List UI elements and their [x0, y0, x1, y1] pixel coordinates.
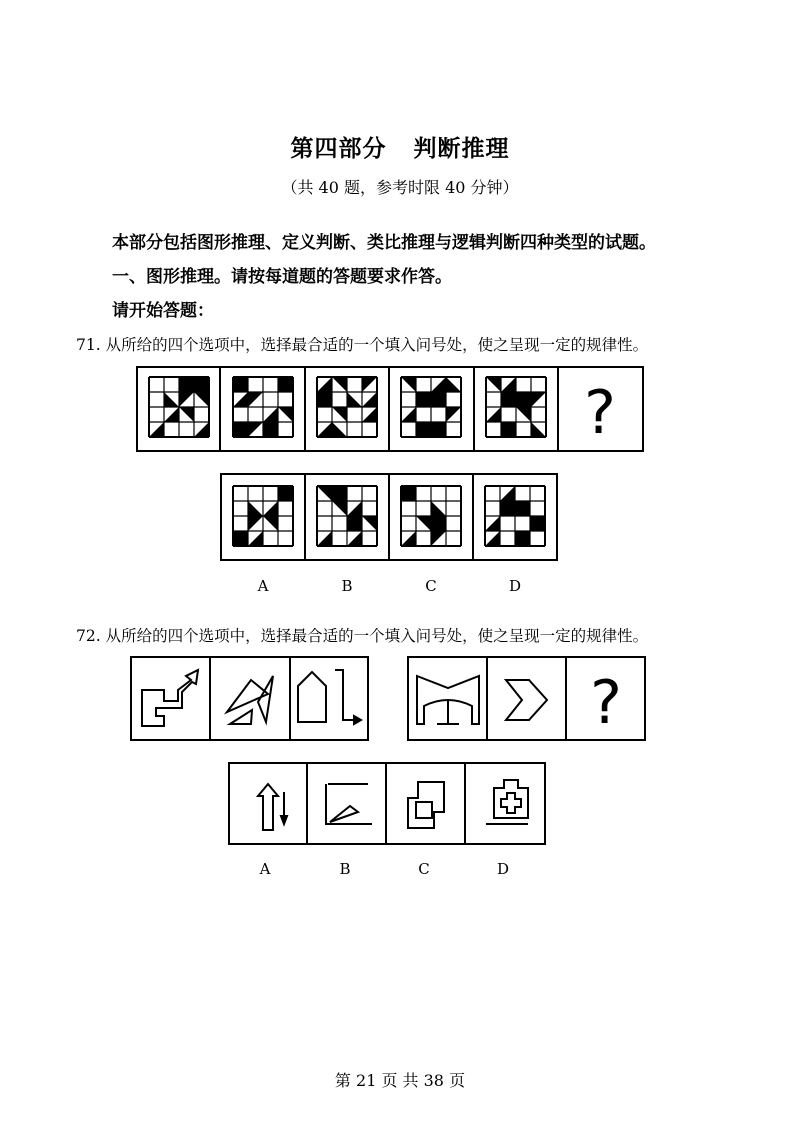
grid-cell-fill	[485, 531, 500, 546]
grid-cell-fill	[501, 377, 516, 392]
question-stem: 从所给的四个选项中，选择最合适的一个填入问号处，使之呈现一定的规律性。	[105, 627, 649, 645]
grid-cell-fill	[233, 392, 248, 407]
q72-option-d-figure[interactable]	[486, 780, 528, 824]
q71-option-a-figure[interactable]	[233, 486, 293, 546]
q72-option-b-label[interactable]: B	[339, 860, 351, 878]
grid-cell-fill	[194, 422, 209, 437]
grid-cell-fill	[263, 407, 278, 422]
grid-cell-fill	[486, 407, 501, 422]
q71-option-c-figure[interactable]	[401, 486, 461, 546]
q72-figure-5	[506, 680, 547, 720]
grid-cell-fill	[149, 422, 164, 437]
q71-figure-3	[317, 377, 377, 437]
grid-cell-fill	[317, 377, 332, 392]
grid-cell-fill	[248, 422, 263, 437]
grid-cell-fill	[362, 516, 377, 531]
grid-cell-fill	[362, 392, 377, 407]
page-footer: 第 21 页 共 38 页	[334, 1071, 466, 1090]
grid-cell-fill	[362, 377, 377, 392]
grid-cell-fill	[317, 531, 332, 546]
q72-options-panel	[228, 762, 548, 846]
question-71-text	[76, 333, 648, 355]
grid-cell-fill	[164, 407, 179, 422]
q72-option-c-figure[interactable]	[408, 782, 444, 828]
grid-cell-fill	[431, 501, 446, 516]
grid-cell-fill	[248, 516, 263, 531]
grid-cell-fill	[332, 422, 347, 437]
grid-cell-fill	[501, 422, 516, 437]
q72-sequence-panel	[130, 656, 650, 743]
q72-option-a-figure[interactable]	[258, 784, 287, 830]
grid-cell-fill	[401, 407, 416, 422]
grid-cell-fill	[278, 407, 293, 422]
grid-cell-fill	[362, 407, 377, 422]
grid-cell-fill	[516, 407, 531, 422]
grid-cell-fill	[431, 377, 446, 392]
grid-cell-fill	[179, 392, 194, 407]
grid-cell-fill	[233, 422, 248, 437]
q72-option-d-label[interactable]: D	[496, 860, 510, 878]
q71-option-a-label[interactable]: A	[257, 577, 269, 595]
question-number: 72.	[76, 627, 101, 645]
grid-cell-fill	[530, 516, 545, 531]
grid-cell-fill	[248, 392, 263, 407]
q71-options-panel	[220, 473, 560, 562]
grid-cell-fill	[194, 392, 209, 407]
grid-cell-fill	[248, 501, 263, 516]
grid-cell-fill	[347, 392, 362, 407]
grid-cell-fill	[233, 377, 248, 392]
grid-cell-fill	[278, 486, 293, 501]
grid-cell-fill	[317, 486, 332, 501]
grid-cell-fill	[500, 486, 515, 501]
q72-option-b-figure[interactable]	[326, 784, 372, 824]
question-stem: 从所给的四个选项中，选择最合适的一个填入问号处，使之呈现一定的规律性。	[105, 336, 649, 354]
grid-cell-fill	[501, 392, 516, 407]
grid-cell-fill	[263, 516, 278, 531]
grid-cell-fill	[431, 422, 446, 437]
grid-cell-fill	[431, 531, 446, 546]
grid-cell-fill	[317, 422, 332, 437]
grid-cell-fill	[179, 377, 194, 392]
grid-cell-fill	[263, 422, 278, 437]
grid-cell-fill	[515, 531, 530, 546]
grid-cell-fill	[516, 392, 531, 407]
grid-cell-fill	[531, 392, 546, 407]
grid-cell-fill	[347, 531, 362, 546]
q71-option-c-label[interactable]: C	[425, 577, 437, 595]
q71-option-d-label[interactable]: D	[508, 577, 522, 595]
grid-cell-fill	[531, 422, 546, 437]
q71-option-d-figure[interactable]	[485, 486, 545, 546]
grid-cell-fill	[332, 486, 347, 501]
grid-cell-fill	[486, 377, 501, 392]
grid-cell-fill	[347, 501, 362, 516]
grid-cell-fill	[194, 377, 209, 392]
grid-cell-fill	[317, 392, 332, 407]
grid-cell-fill	[278, 377, 293, 392]
grid-cell-fill	[446, 377, 461, 392]
grid-cell-fill	[332, 407, 347, 422]
grid-cell-fill	[164, 392, 179, 407]
q72-question-mark: ?	[590, 668, 622, 738]
q71-question-mark: ?	[584, 378, 616, 448]
grid-cell-fill	[431, 392, 446, 407]
grid-cell-fill	[332, 377, 347, 392]
subsection-heading: 一、图形推理。请按每道题的答题要求作答。	[112, 267, 452, 287]
q72-figure-1	[142, 670, 198, 726]
grid-cell-fill	[347, 516, 362, 531]
section-subtitle: （共 40 题，参考时限 40 分钟）	[281, 178, 519, 197]
q71-option-b-label[interactable]: B	[341, 577, 353, 595]
grid-cell-fill	[401, 486, 416, 501]
grid-cell-fill	[446, 407, 461, 422]
question-number: 71.	[76, 336, 101, 354]
q71-figure-4	[401, 377, 461, 437]
section-intro: 本部分包括图形推理、定义判断、类比推理与逻辑判断四种类型的试题。	[112, 233, 656, 253]
grid-cell-fill	[401, 377, 416, 392]
section-title: 第四部分 判断推理	[290, 136, 510, 162]
grid-cell-fill	[401, 531, 416, 546]
grid-cell-fill	[179, 407, 194, 422]
q71-figure-2	[233, 377, 293, 437]
q71-figure-1	[149, 377, 209, 437]
q71-option-b-figure[interactable]	[317, 486, 377, 546]
grid-cell-fill	[500, 501, 515, 516]
start-prompt: 请开始答题：	[112, 301, 214, 321]
q72-figure-2	[227, 676, 273, 724]
grid-cell-fill	[431, 516, 446, 531]
grid-cell-fill	[515, 501, 530, 516]
grid-cell-fill	[263, 501, 278, 516]
question-72-text	[76, 624, 648, 646]
q72-figure-4	[417, 676, 479, 724]
q72-option-a-label[interactable]: A	[259, 860, 271, 878]
grid-cell-fill	[485, 516, 500, 531]
grid-cell-fill	[416, 422, 431, 437]
q72-option-c-label[interactable]: C	[418, 860, 430, 878]
grid-cell-fill	[248, 531, 263, 546]
q72-figure-3	[298, 670, 361, 724]
q71-figure-5	[486, 377, 546, 437]
grid-cell-fill	[233, 531, 248, 546]
grid-cell-fill	[332, 501, 347, 516]
grid-cell-fill	[416, 516, 431, 531]
grid-cell-fill	[416, 392, 431, 407]
q71-sequence-panel	[136, 366, 646, 453]
